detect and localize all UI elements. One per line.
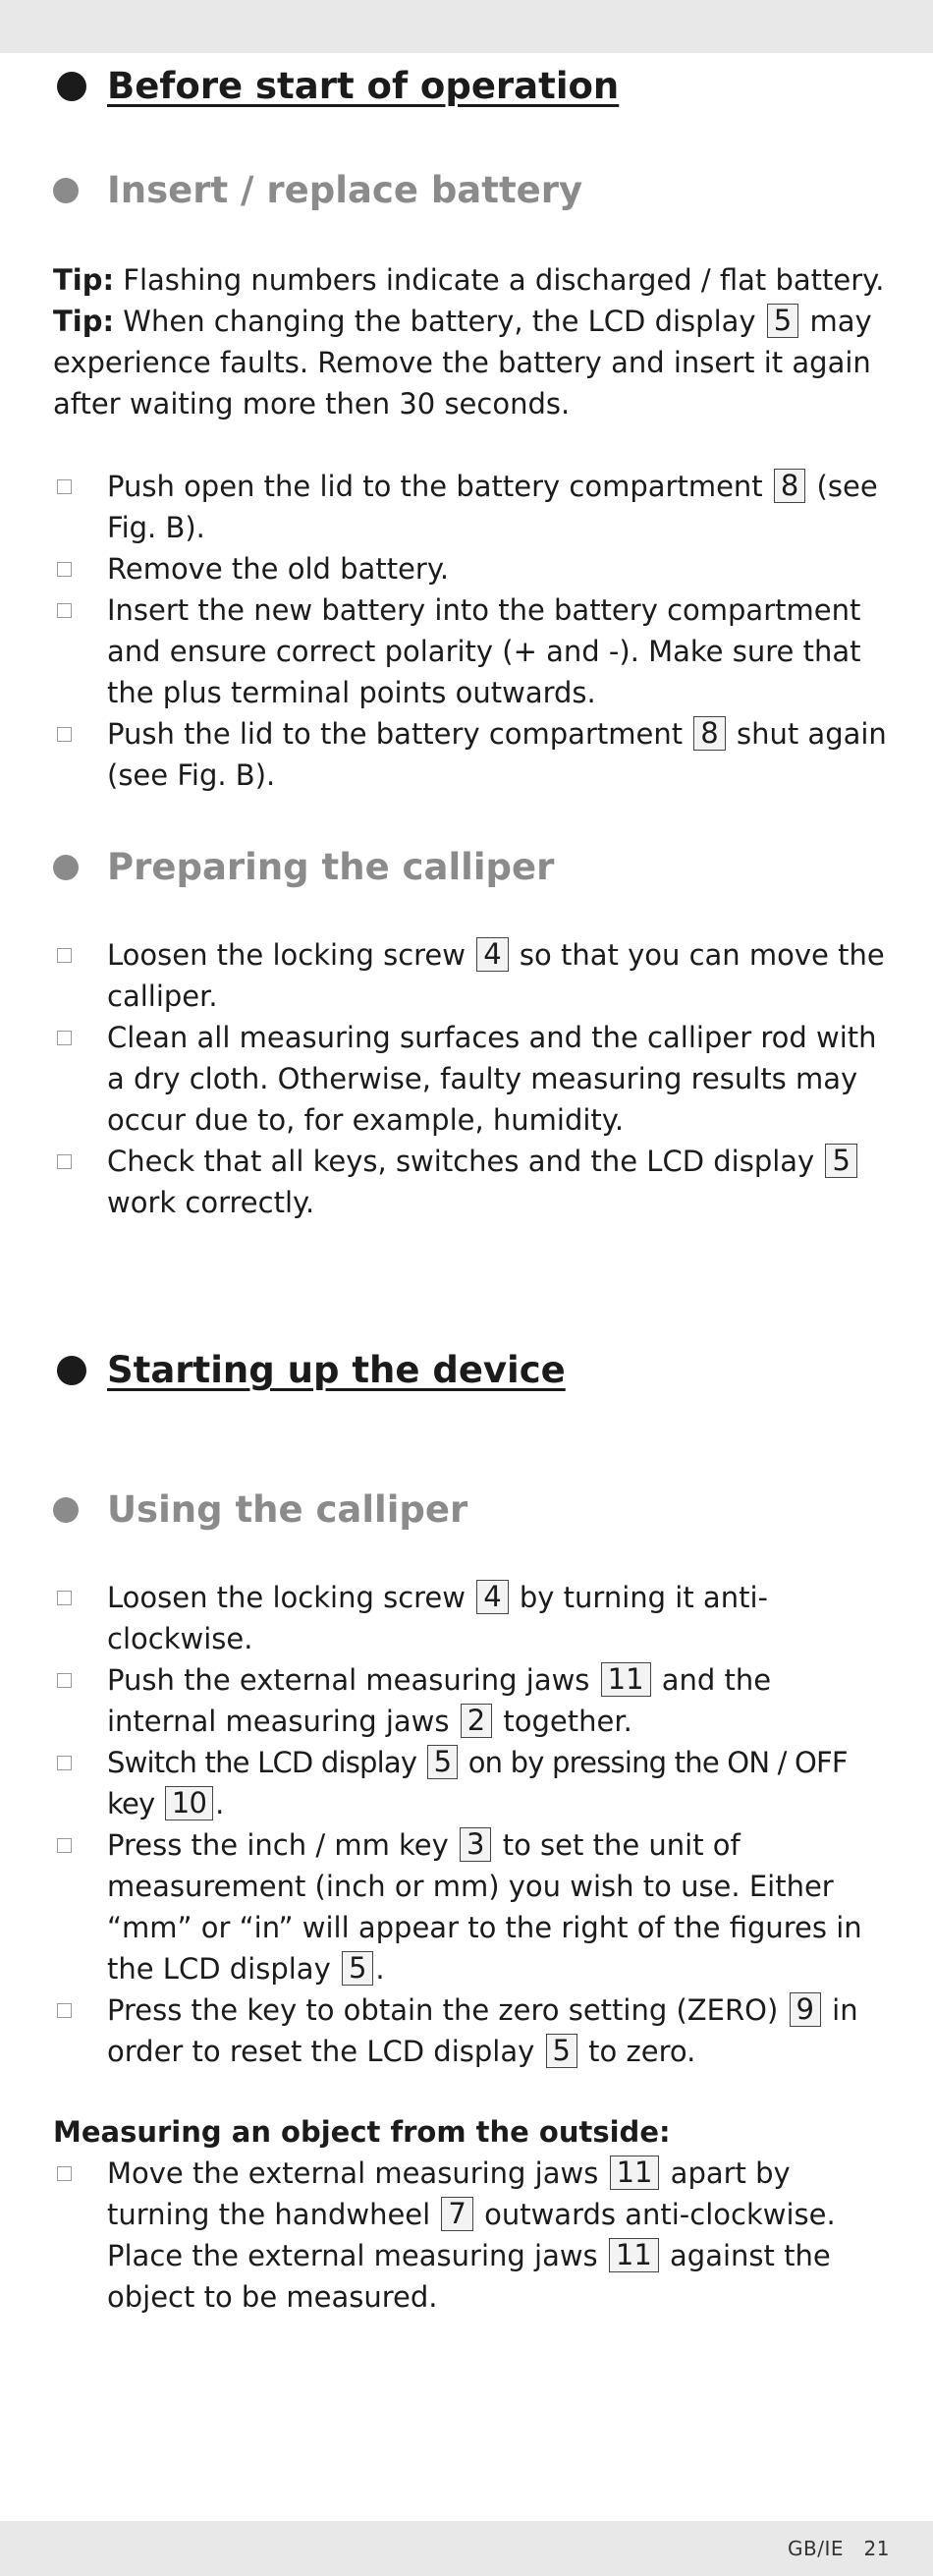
part-ref: 11 (610, 2156, 660, 2190)
list-item: Insert the new battery into the battery compartment and ensure correct polarity (+ and -). Make sure that the plus terminal points outwards. (53, 589, 888, 713)
part-ref: 8 (774, 469, 805, 503)
checkbox-bullet-icon (57, 948, 72, 963)
list-item: Loosen the locking screw 4 by turning it anti-clockwise. (53, 1577, 888, 1659)
part-ref: 5 (342, 1951, 373, 1986)
checkbox-bullet-icon (57, 1591, 72, 1605)
part-ref: 4 (476, 937, 508, 972)
list-item: Clean all measuring surfaces and the calliper rod with a dry cloth. Otherwise, faulty measuring results may occur due to, for example, humidity. (53, 1017, 888, 1141)
list-item: Switch the LCD display 5 on by pressing the ON / OFF key 10 . (53, 1742, 888, 1824)
battery-steps-list (53, 466, 888, 796)
subsection-heading-preparing: Preparing the calliper (53, 840, 888, 895)
top-margin-bar (0, 0, 933, 53)
part-ref: 3 (460, 1827, 491, 1862)
checkbox-bullet-icon (57, 562, 72, 577)
checkbox-bullet-icon (57, 603, 72, 618)
list-item: Press the inch / mm key 3 to set the unit of measurement (inch or mm) you wish to use. Either “mm” or “in” will appear to the right of the figures in the LCD display 5 . (53, 1824, 888, 1989)
part-ref: 2 (461, 1704, 492, 1738)
list-item: Push the lid to the battery compartment 8 shut again (see Fig. B). (53, 713, 888, 796)
heading-bullet-icon (57, 72, 86, 101)
subheading-bullet-icon (53, 1497, 79, 1523)
part-ref: 5 (767, 304, 798, 338)
tip-flashing-numbers: Tip: Flashing numbers indicate a discharged / flat battery. (53, 263, 885, 297)
list-item: Push the external measuring jaws 11 and the internal measuring jaws 2 together. (53, 1659, 888, 1742)
section-heading-before-start: Before start of operation (53, 59, 888, 114)
checkbox-bullet-icon (57, 1756, 72, 1770)
using-steps-list (53, 1577, 888, 2072)
checkbox-bullet-icon (57, 1154, 72, 1169)
heading-bullet-icon (57, 1356, 86, 1385)
subsection-heading-battery: Insert / replace battery (53, 163, 888, 218)
subheading-bullet-icon (53, 178, 79, 203)
part-ref: 10 (165, 1786, 213, 1820)
list-item: Loosen the locking screw 4 so that you can move the calliper. (53, 934, 888, 1017)
preparing-steps-list (53, 934, 888, 1223)
part-ref: 11 (609, 2238, 659, 2272)
part-ref: 7 (441, 2197, 472, 2231)
list-item: Press the key to obtain the zero setting (ZERO) 9 in order to reset the LCD display 5 to zero. (53, 1989, 888, 2072)
subheading-bullet-icon (53, 855, 79, 880)
list-item: Check that all keys, switches and the LCD display 5 work correctly. (53, 1141, 888, 1223)
part-ref: 11 (601, 1662, 651, 1697)
section-heading-starting-up: Starting up the device (53, 1343, 888, 1398)
subsection-heading-using: Using the calliper (53, 1483, 888, 1538)
checkbox-bullet-icon (57, 479, 72, 494)
checkbox-bullet-icon (57, 1031, 72, 1045)
list-item: Remove the old battery. (53, 548, 888, 589)
checkbox-bullet-icon (57, 2003, 72, 2018)
part-ref: 8 (693, 716, 725, 751)
part-ref: 5 (825, 1144, 856, 1178)
checkbox-bullet-icon (57, 1673, 72, 1688)
measuring-outside-steps-list (53, 2153, 888, 2318)
measuring-outside-heading: Measuring an object from the outside: (53, 2115, 671, 2149)
checkbox-bullet-icon (57, 1838, 72, 1853)
list-item: Push open the lid to the battery compartment 8 (see Fig. B). (53, 466, 888, 548)
list-item: Move the external measuring jaws 11 apart by turning the handwheel 7 outwards anti-clockwise. Place the external measuring jaws 11 against the object to be measured. (53, 2153, 888, 2318)
checkbox-bullet-icon (57, 727, 72, 742)
part-ref: 5 (546, 2034, 577, 2068)
manual-page-content (53, 59, 888, 2318)
page-number-label: GB/IE 21 (787, 2537, 890, 2560)
part-ref: 9 (790, 1992, 821, 2027)
part-ref: 5 (427, 1745, 459, 1779)
tip-changing-battery: Tip: When changing the battery, the LCD display 5 may experience faults. Remove the battery and insert it again after waiting more then 30 seconds. (53, 304, 872, 420)
checkbox-bullet-icon (57, 2166, 72, 2181)
part-ref: 4 (476, 1580, 508, 1614)
